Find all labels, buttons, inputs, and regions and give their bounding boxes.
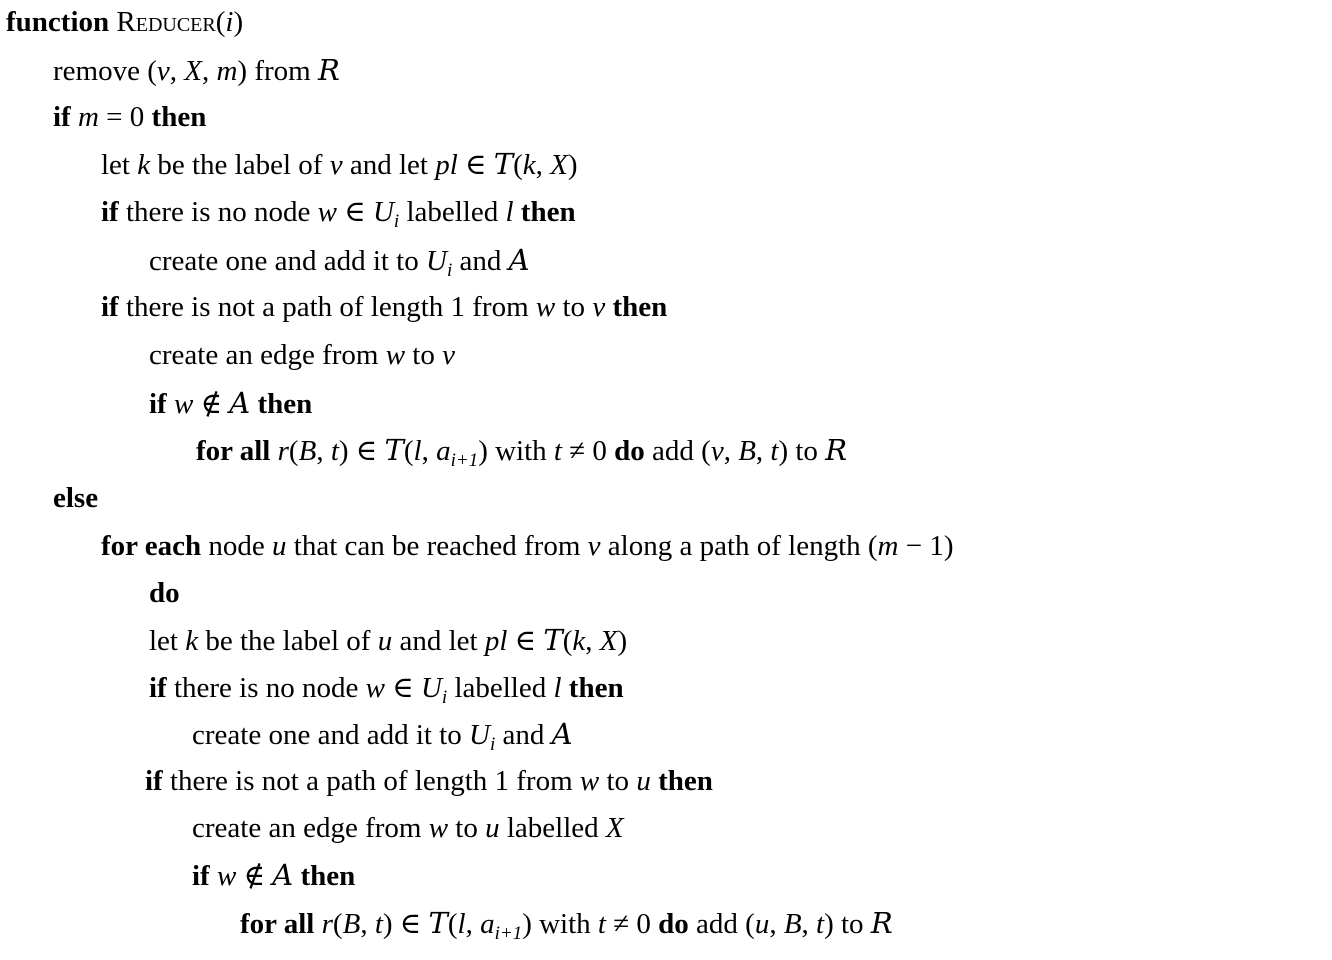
math-symbol: A [229, 386, 251, 420]
algorithm-line [6, 4, 243, 40]
math-symbol: i [393, 211, 400, 232]
math-symbol: i [441, 687, 448, 708]
math-symbol: u [636, 765, 651, 797]
text-segment: , [360, 908, 375, 940]
math-symbol: R [870, 906, 893, 940]
keyword: then [151, 101, 207, 133]
text-segment: ≠ 0 [605, 908, 659, 940]
text-segment: ) to [778, 435, 826, 467]
algorithm-line [149, 337, 455, 373]
algorithm-line [53, 52, 340, 89]
algorithm-line [145, 763, 713, 799]
text-segment: ∉ [193, 388, 230, 420]
math-symbol: v [156, 55, 170, 87]
text-segment: along a path of length ( [600, 530, 878, 562]
math-symbol: l [413, 435, 422, 467]
text-segment: ∉ [236, 860, 273, 892]
text-segment [167, 388, 174, 420]
algorithm-line [101, 528, 954, 564]
math-symbol: X [550, 149, 568, 181]
math-symbol: t [816, 908, 825, 940]
keyword: then [568, 672, 624, 704]
text-segment: remove ( [53, 55, 157, 87]
text-segment: ∈ [336, 196, 373, 228]
text-segment: , [465, 908, 481, 940]
text-segment: , [769, 908, 784, 940]
math-symbol: w [385, 339, 406, 371]
math-symbol: i [225, 6, 234, 38]
algorithm-line [53, 480, 98, 516]
text-segment: ) [617, 625, 628, 657]
math-symbol: w [428, 812, 449, 844]
text-segment: and let [342, 149, 436, 181]
text-segment: create one and add it to [149, 245, 426, 277]
math-symbol: w [535, 291, 556, 323]
keyword: else [53, 482, 99, 514]
text-segment: ≠ 0 [561, 435, 615, 467]
text-segment: and [495, 719, 552, 751]
text-segment [514, 196, 521, 228]
text-segment: labelled [447, 672, 554, 704]
function-name: Reducer [116, 6, 216, 38]
keyword: if [53, 101, 71, 133]
text-segment: create an edge from [192, 812, 429, 844]
text-segment: ) ∈ [338, 435, 385, 467]
text-segment: there is not a path of length 1 from [162, 765, 580, 797]
math-symbol: A [508, 243, 530, 277]
math-symbol: w [216, 860, 237, 892]
text-segment: to [448, 812, 486, 844]
math-symbol: T [384, 433, 404, 467]
math-symbol: t [330, 435, 339, 467]
text-segment: ( [562, 625, 573, 657]
math-symbol: v [592, 291, 606, 323]
keyword: function [6, 6, 110, 38]
keyword: do [658, 908, 689, 940]
text-segment: be the label of [198, 625, 378, 657]
keyword: then [520, 196, 576, 228]
algorithm-line [101, 289, 667, 325]
math-symbol: X [605, 812, 624, 844]
keyword: do [614, 435, 645, 467]
text-segment: , [535, 149, 551, 181]
text-segment: ) ∈ [382, 908, 429, 940]
text-segment: ) [567, 149, 578, 181]
keyword: for all [240, 908, 315, 940]
keyword: then [257, 388, 313, 420]
text-segment: let [149, 625, 186, 657]
keyword: if [149, 672, 167, 704]
algorithm-line [149, 385, 312, 422]
text-segment: , [723, 435, 739, 467]
text-segment: = 0 [98, 101, 152, 133]
algorithm-line [149, 622, 627, 659]
math-symbol: k [522, 149, 536, 181]
text-segment: add ( [688, 908, 755, 940]
math-symbol: X [184, 55, 202, 87]
text-segment: that can be reached from [286, 530, 588, 562]
keyword: if [101, 291, 119, 323]
text-segment: , [585, 625, 600, 657]
math-symbol: v [587, 530, 601, 562]
keyword: then [612, 291, 668, 323]
math-symbol: u [754, 908, 770, 940]
math-symbol: B [783, 908, 802, 940]
keyword: then [300, 860, 356, 892]
keyword: if [101, 196, 119, 228]
math-symbol: i [489, 734, 496, 755]
text-segment: and [452, 245, 509, 277]
algorithm-line [149, 242, 530, 289]
math-symbol: w [365, 672, 385, 704]
text-segment: there is no node [118, 196, 318, 228]
text-segment: ( [215, 6, 226, 38]
math-symbol: a [480, 908, 495, 940]
text-segment: add ( [644, 435, 711, 467]
math-symbol: T [493, 147, 514, 181]
math-symbol: pl [484, 625, 508, 657]
algorithm-line [101, 146, 578, 183]
text-segment: to [555, 291, 593, 323]
math-symbol: a [436, 435, 451, 467]
math-symbol: X [599, 625, 618, 657]
math-symbol: m [877, 530, 899, 562]
algorithm-line [149, 575, 180, 611]
algorithm-line [53, 99, 206, 135]
math-symbol: v [442, 339, 455, 371]
math-symbol: v [710, 435, 724, 467]
math-symbol: v [329, 149, 343, 181]
text-segment: ) to [824, 908, 871, 940]
math-symbol: l [457, 908, 466, 940]
text-segment: ∈ [507, 625, 544, 657]
math-symbol: B [738, 435, 756, 467]
math-symbol: U [469, 719, 490, 751]
math-symbol: A [272, 858, 294, 892]
text-segment: be the label of [150, 149, 330, 181]
text-segment: , [169, 55, 185, 87]
algorithm-line [101, 194, 576, 240]
math-symbol: U [372, 196, 394, 228]
math-symbol: T [428, 906, 448, 940]
math-symbol: l [553, 672, 562, 704]
math-symbol: i+1 [494, 923, 523, 944]
text-segment [270, 435, 277, 467]
text-segment: , [755, 435, 771, 467]
text-segment: , [421, 435, 437, 467]
math-symbol: i [446, 260, 453, 281]
math-symbol: l [505, 196, 514, 228]
text-segment: ( [513, 149, 523, 181]
math-symbol: u [272, 530, 287, 562]
text-segment: there is not a path of length 1 from [118, 291, 536, 323]
math-symbol: B [342, 908, 361, 940]
text-segment: ( [403, 435, 414, 467]
text-segment: ∈ [384, 672, 421, 704]
math-symbol: u [377, 625, 393, 657]
text-segment: − 1) [898, 530, 954, 562]
text-segment: ( [288, 435, 299, 467]
keyword: if [145, 765, 163, 797]
text-segment [314, 908, 321, 940]
math-symbol: A [551, 717, 573, 751]
math-symbol: t [597, 908, 606, 940]
text-segment [651, 765, 658, 797]
text-segment: ) [233, 6, 244, 38]
math-symbol: B [298, 435, 317, 467]
math-symbol: m [216, 55, 238, 87]
text-segment [210, 860, 217, 892]
math-symbol: R [825, 433, 848, 467]
math-symbol: i+1 [450, 450, 479, 471]
math-symbol: t [553, 435, 562, 467]
math-symbol: pl [435, 149, 458, 181]
algorithm-line [196, 432, 847, 479]
math-symbol: R [317, 53, 340, 87]
math-symbol: r [277, 435, 289, 467]
text-segment: ) with [478, 435, 554, 467]
keyword: do [149, 577, 180, 609]
text-segment: ) from [237, 55, 318, 87]
keyword: if [192, 860, 210, 892]
algorithm-line [192, 716, 573, 763]
math-symbol: T [543, 623, 563, 657]
text-segment: node [201, 530, 273, 562]
algorithm-line [240, 905, 893, 952]
text-segment: , [201, 55, 217, 87]
algorithm-line [149, 670, 624, 716]
math-symbol: t [770, 435, 779, 467]
text-segment: ) with [522, 908, 598, 940]
math-symbol: w [579, 765, 600, 797]
text-segment: to [405, 339, 443, 371]
math-symbol: m [77, 101, 99, 133]
keyword: for all [196, 435, 271, 467]
algorithm-line [192, 857, 355, 894]
text-segment: ( [332, 908, 343, 940]
math-symbol: w [317, 196, 337, 228]
keyword: then [658, 765, 713, 797]
text-segment: , [316, 435, 331, 467]
text-segment: , [801, 908, 817, 940]
text-segment: let [101, 149, 138, 181]
text-segment: labelled [499, 812, 606, 844]
text-segment: create one and add it to [192, 719, 469, 751]
math-symbol: u [485, 812, 500, 844]
text-segment: ∈ [457, 149, 494, 181]
text-segment: and let [392, 625, 485, 657]
math-symbol: k [185, 625, 199, 657]
algorithm-line [192, 810, 624, 846]
keyword: for each [101, 530, 202, 562]
text-segment: ( [447, 908, 458, 940]
keyword: if [149, 388, 167, 420]
math-symbol: w [173, 388, 194, 420]
math-symbol: U [420, 672, 442, 704]
math-symbol: U [426, 245, 447, 277]
text-segment [562, 672, 569, 704]
text-segment: to [599, 765, 637, 797]
text-segment: labelled [399, 196, 506, 228]
text-segment [71, 101, 78, 133]
math-symbol: t [374, 908, 383, 940]
math-symbol: k [137, 149, 151, 181]
math-symbol: r [321, 908, 333, 940]
text-segment: create an edge from [149, 339, 386, 371]
text-segment: there is no node [166, 672, 366, 704]
math-symbol: k [572, 625, 586, 657]
